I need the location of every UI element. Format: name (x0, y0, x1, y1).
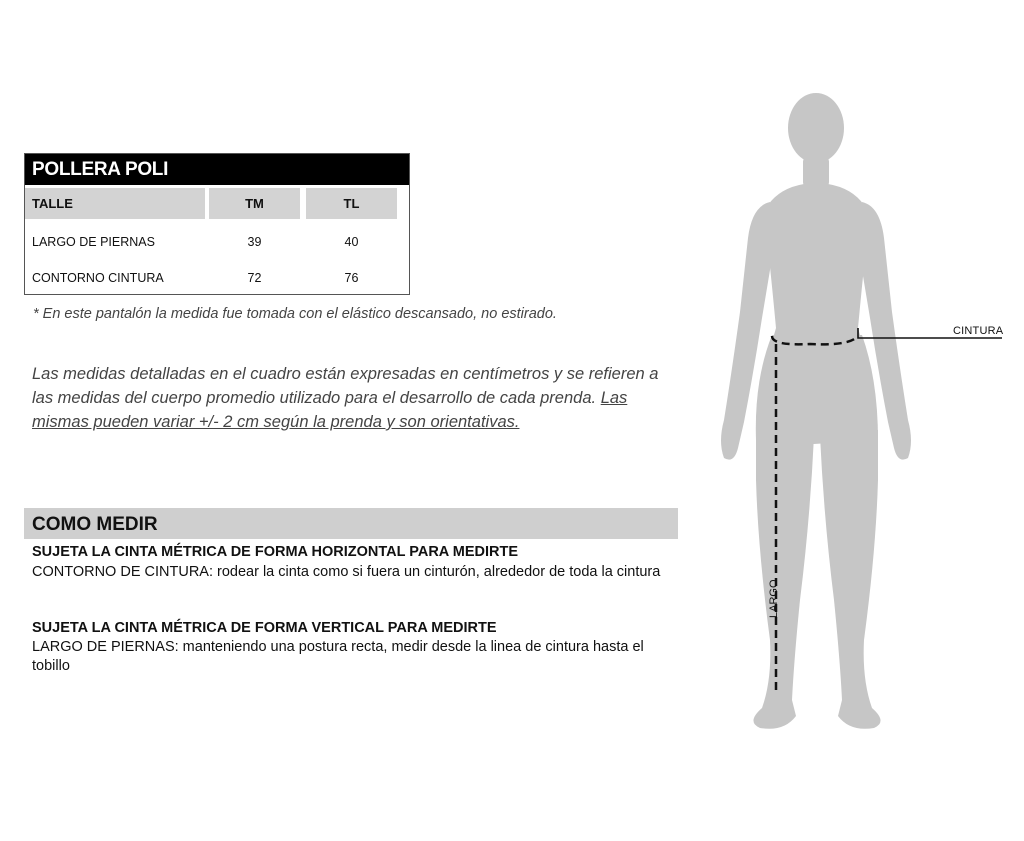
row-value-tm: 39 (247, 235, 262, 249)
row-value-tl: 40 (344, 235, 359, 249)
table-row (25, 268, 409, 288)
instruction-text-legs: LARGO DE PIERNAS: manteniendo una postura recta, medir desde la linea de cintura hasta el tobillo (32, 639, 644, 674)
silhouette (721, 93, 911, 729)
row-label: CONTORNO CINTURA (32, 271, 164, 285)
header-size-tl: TL (306, 188, 397, 219)
table-row (25, 232, 409, 252)
measurement-note: * En este pantalón la medida fue tomada con el elástico descansado, no estirado. (33, 306, 557, 322)
header-talle: TALLE (25, 188, 205, 219)
length-label: LARGO (768, 579, 780, 618)
body-figure (700, 80, 1020, 740)
row-label: LARGO DE PIERNAS (32, 235, 155, 249)
instruction-heading-vertical: SUJETA LA CINTA MÉTRICA DE FORMA VERTICAL PARA MEDIRTE (32, 620, 497, 636)
row-value-tm: 72 (247, 271, 262, 285)
waist-label: CINTURA (953, 325, 1004, 337)
header-size-tm: TM (209, 188, 300, 219)
row-value-tl: 76 (344, 271, 359, 285)
size-table (24, 153, 410, 295)
how-to-title: COMO MEDIR (24, 508, 678, 539)
description-underlined: Las mismas pueden variar +/- 2 cm según la prenda y son orientativas. (32, 389, 628, 431)
instruction-heading-horizontal: SUJETA LA CINTA MÉTRICA DE FORMA HORIZONTAL PARA MEDIRTE (32, 544, 518, 560)
description-paragraph (32, 362, 682, 434)
instruction-text-waist: CONTORNO DE CINTURA: rodear la cinta como si fuera un cinturón, alrededor de toda la cintura (32, 564, 661, 580)
description-main: Las medidas detalladas en el cuadro están expresadas en centímetros y se refieren a las medidas del cuerpo promedio utilizado para el desarrollo de cada prenda. (32, 365, 659, 407)
body-silhouette-illustration (700, 80, 1020, 740)
table-title: POLLERA POLI (25, 154, 409, 185)
